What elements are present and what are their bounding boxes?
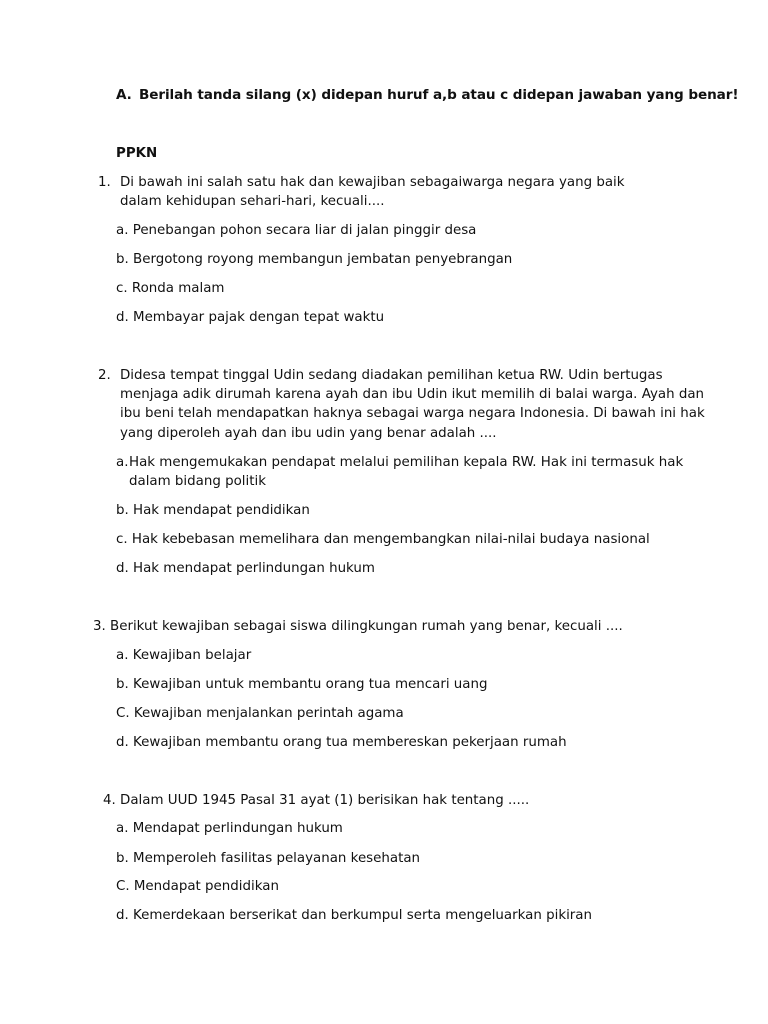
question-3-option-b: b. Kewajiban untuk membantu orang tua mencari uang [116,677,488,692]
question-2-line: ibu beni telah mendapatkan haknya sebagai warga negara Indonesia. Di bawah ini hak [120,406,705,421]
question-3-option-d: d. Kewajiban membantu orang tua membereskan pekerjaan rumah [116,735,567,750]
question-1-option-a: a. Penebangan pohon secara liar di jalan pinggir desa [116,223,477,238]
question-1-line: Di bawah ini salah satu hak dan kewajiban sebagaiwarga negara yang baik [120,175,625,190]
question-2-option-a-marker: a. [116,455,129,470]
question-1-option-b: b. Bergotong royong membangun jembatan penyebrangan [116,252,513,267]
question-2-option-c: c. Hak kebebasan memelihara dan mengembangkan nilai-nilai budaya nasional [116,532,650,547]
question-1-option-c: c. Ronda malam [116,281,225,296]
question-3-option-c: C. Kewajiban menjalankan perintah agama [116,706,404,721]
question-2-option-d: d. Hak mendapat perlindungan hukum [116,561,375,576]
question-1-number: 1. [98,175,111,190]
question-3-option-a: a. Kewajiban belajar [116,648,252,663]
question-4-option-b: b. Memperoleh fasilitas pelayanan kesehatan [116,851,421,866]
question-2-line: yang diperoleh ayah dan ibu udin yang benar adalah .... [120,426,497,441]
question-1-line: dalam kehidupan sehari-hari, kecuali.... [120,194,385,209]
question-4-option-c: C. Mendapat pendidikan [116,879,279,894]
instruction-text: Berilah tanda silang (x) didepan huruf a,b atau c didepan jawaban yang benar! [139,87,739,103]
subject-heading: PPKN [116,146,158,161]
question-2-number: 2. [98,368,111,383]
question-2-line: Didesa tempat tinggal Udin sedang diadakan pemilihan ketua RW. Udin bertugas [120,368,663,383]
instruction-label: A. [116,87,132,103]
question-2-option-a-line: Hak mengemukakan pendapat melalui pemilihan kepala RW. Hak ini termasuk hak [129,455,684,470]
question-4-option-d: d. Kemerdekaan berserikat dan berkumpul serta mengeluarkan pikiran [116,908,592,923]
question-4-option-a: a. Mendapat perlindungan hukum [116,821,343,836]
question-2-option-a-line: dalam bidang politik [129,474,266,489]
question-2-line: menjaga adik dirumah karena ayah dan ibu Udin ikut memilih di balai warga. Ayah dan [120,387,705,402]
question-3-text: 3. Berikut kewajiban sebagai siswa dilingkungan rumah yang benar, kecuali .... [93,619,623,634]
question-1-option-d: d. Membayar pajak dengan tepat waktu [116,310,385,325]
question-2-option-b: b. Hak mendapat pendidikan [116,503,310,518]
question-4-text: 4. Dalam UUD 1945 Pasal 31 ayat (1) berisikan hak tentang ..... [103,793,530,808]
